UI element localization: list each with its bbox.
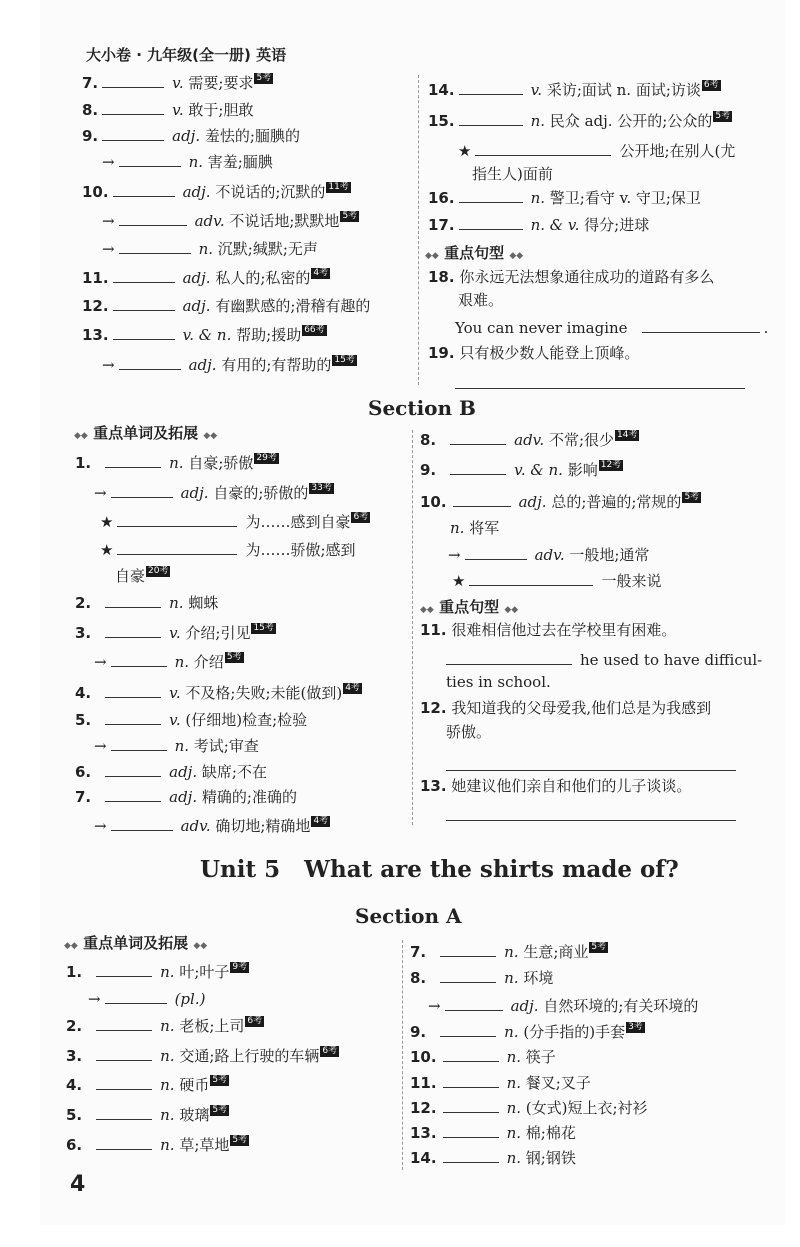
answer-line[interactable] xyxy=(446,820,736,821)
exam-count-badge: 15考 xyxy=(334,355,355,365)
answer-blank[interactable] xyxy=(105,683,161,698)
vocab-item: → n. 介绍 5考 xyxy=(94,652,242,671)
unit-title: Unit 5 What are the shirts made of? xyxy=(200,856,679,883)
sentence-english: You can never imagine . xyxy=(455,319,769,337)
answer-blank[interactable] xyxy=(440,1022,496,1037)
vocab-item: → n. 害羞;腼腆 xyxy=(102,153,273,171)
vocab-item: 1. n. 叶;叶子 9考 xyxy=(66,962,248,981)
answer-blank[interactable] xyxy=(119,211,187,226)
exam-count-badge: 4考 xyxy=(313,268,329,278)
answer-blank[interactable] xyxy=(443,1098,499,1113)
answer-blank[interactable] xyxy=(119,239,191,254)
sentence-item-continued: 艰难。 xyxy=(458,291,504,309)
arrow-icon: → xyxy=(94,653,107,671)
answer-blank[interactable] xyxy=(105,623,161,638)
answer-blank[interactable] xyxy=(459,215,523,230)
column-divider xyxy=(412,430,413,825)
answer-blank[interactable] xyxy=(450,430,506,445)
answer-blank[interactable] xyxy=(465,545,527,560)
answer-line[interactable] xyxy=(455,388,745,389)
vocab-item: 7. n. 生意;商业 5考 xyxy=(410,942,607,961)
vocab-item: 4. n. 硬币 5考 xyxy=(66,1075,228,1094)
page-number: 4 xyxy=(70,1172,86,1197)
arrow-icon: → xyxy=(94,817,107,835)
answer-blank[interactable] xyxy=(105,710,161,725)
key-words-heading: ◆◆ 重点单词及拓展 ◆◆ xyxy=(64,934,208,952)
answer-blank[interactable] xyxy=(443,1148,499,1163)
arrow-icon: → xyxy=(428,997,441,1015)
sentence-item: 13. 她建议他们亲自和他们的儿子谈谈。 xyxy=(420,777,692,795)
answer-blank[interactable] xyxy=(96,962,152,977)
section-a-title: Section A xyxy=(355,904,462,928)
answer-blank[interactable] xyxy=(111,652,167,667)
sentence-english: he used to have difficul- xyxy=(446,650,762,670)
vocab-item: 17. n. & v. 得分;进球 xyxy=(428,216,650,234)
exam-count-badge: 5考 xyxy=(684,492,700,502)
answer-blank[interactable] xyxy=(96,1105,152,1120)
answer-blank[interactable] xyxy=(443,1073,499,1088)
exam-count-badge: 5考 xyxy=(226,652,242,662)
answer-blank[interactable] xyxy=(459,188,523,203)
answer-blank[interactable] xyxy=(443,1123,499,1138)
vocab-item: → adj. 有用的;有帮助的 15考 xyxy=(102,355,355,374)
vocab-item: 16. n. 警卫;看守 v. 守卫;保卫 xyxy=(428,189,701,207)
vocab-item: 10. adj. 不说话的;沉默的 11考 xyxy=(82,182,349,201)
vocab-item: ★ 公开地;在别人(尤 xyxy=(458,142,736,160)
vocab-item: 13. v. & n. 帮助;援助 66考 xyxy=(82,325,325,344)
vocab-item: 3. n. 交通;路上行驶的车辆 6考 xyxy=(66,1046,338,1065)
vocab-item: 15. n. 民众 adj. 公开的;公众的 5考 xyxy=(428,111,731,130)
answer-blank[interactable] xyxy=(446,650,572,665)
sentence-english-continued: ties in school. xyxy=(446,673,551,691)
exam-count-badge: 15考 xyxy=(253,623,274,633)
arrow-icon: → xyxy=(448,546,461,564)
vocab-item: 10. adj. 总的;普遍的;常规的 5考 xyxy=(420,492,700,511)
answer-blank[interactable] xyxy=(453,492,511,507)
exam-count-badge: 14考 xyxy=(617,430,638,440)
section-b-title: Section B xyxy=(368,396,476,420)
arrow-icon: → xyxy=(102,153,115,171)
arrow-icon: → xyxy=(102,356,115,374)
answer-blank[interactable] xyxy=(96,1046,152,1061)
vocab-item: 8. adv. 不常;很少 14考 xyxy=(420,430,638,449)
vocab-item: 9. adj. 羞怯的;腼腆的 xyxy=(82,127,300,145)
vocab-item: 1. n. 自豪;骄傲 29考 xyxy=(75,453,277,472)
answer-blank[interactable] xyxy=(105,989,167,1004)
exam-count-badge: 6考 xyxy=(322,1046,338,1056)
answer-blank[interactable] xyxy=(102,126,164,141)
vocab-item: 10. n. 筷子 xyxy=(410,1048,556,1066)
vocab-item: 8. v. 敢于;胆敢 xyxy=(82,101,254,119)
page-header: 大小卷 · 九年级(全一册) 英语 xyxy=(86,46,287,64)
answer-blank[interactable] xyxy=(117,512,237,527)
star-icon: ★ xyxy=(458,142,472,160)
vocab-item: → adv. 确切地;精确地 4考 xyxy=(94,816,329,835)
answer-blank[interactable] xyxy=(105,593,161,608)
vocab-item: 14. n. 钢;钢铁 xyxy=(410,1149,576,1167)
vocab-item: 2. n. 老板;上司 6考 xyxy=(66,1016,263,1035)
exam-count-badge: 6考 xyxy=(247,1016,263,1026)
answer-blank[interactable] xyxy=(117,540,237,555)
vocab-item: → (pl.) xyxy=(88,990,206,1008)
exam-count-badge: 11考 xyxy=(328,182,349,192)
answer-blank[interactable] xyxy=(469,571,593,586)
exam-count-badge: 29考 xyxy=(256,453,277,463)
answer-blank[interactable] xyxy=(102,73,164,88)
exam-count-badge: 5考 xyxy=(232,1135,248,1145)
star-icon: ★ xyxy=(452,572,466,590)
arrow-icon: → xyxy=(88,990,101,1008)
vocab-item: → adj. 自然环境的;有关环境的 xyxy=(428,997,699,1015)
exam-count-badge: 5考 xyxy=(212,1075,228,1085)
vocab-item: 5. v. (仔细地)检查;检验 xyxy=(75,711,308,729)
answer-blank[interactable] xyxy=(450,460,506,475)
exam-count-badge: 6考 xyxy=(353,512,369,522)
vocab-item: ★ 一般来说 xyxy=(452,572,662,590)
column-divider xyxy=(402,940,403,1170)
exam-count-badge: 9考 xyxy=(232,962,248,972)
answer-blank[interactable] xyxy=(459,111,523,126)
answer-blank[interactable] xyxy=(111,816,173,831)
exam-count-badge: 66考 xyxy=(304,325,325,335)
vocab-item: 6. adj. 缺席;不在 xyxy=(75,763,267,781)
answer-blank[interactable] xyxy=(111,736,167,751)
vocab-item: 9. v. & n. 影响 12考 xyxy=(420,460,622,479)
arrow-icon: → xyxy=(102,212,115,230)
exam-count-badge: 4考 xyxy=(313,816,329,826)
vocab-item: 14. v. 采访;面试 n. 面试;访谈 6考 xyxy=(428,80,719,99)
vocab-item: 11. n. 餐叉;叉子 xyxy=(410,1074,591,1092)
answer-blank[interactable] xyxy=(105,453,161,468)
vocab-item: 13. n. 棉;棉花 xyxy=(410,1124,576,1142)
answer-blank[interactable] xyxy=(96,1135,152,1150)
sentence-item-continued: 骄傲。 xyxy=(446,723,492,741)
vocab-item: 7. v. 需要;要求 5考 xyxy=(82,73,272,92)
exam-count-badge: 4考 xyxy=(345,683,360,693)
answer-blank[interactable] xyxy=(443,1047,499,1062)
vocab-item: → n. 考试;审查 xyxy=(94,737,259,755)
answer-blank[interactable] xyxy=(119,355,181,370)
vocab-item: 2. n. 蜘蛛 xyxy=(75,594,219,612)
answer-blank[interactable] xyxy=(105,762,161,777)
exam-count-badge: 5考 xyxy=(715,111,731,121)
column-divider xyxy=(418,75,419,385)
exam-count-badge: 6考 xyxy=(703,80,719,90)
exam-count-badge: 5考 xyxy=(212,1105,228,1115)
answer-blank[interactable] xyxy=(96,1016,152,1031)
exam-count-badge: 33考 xyxy=(311,483,332,493)
vocab-item: 8. n. 环境 xyxy=(410,969,554,987)
answer-blank[interactable] xyxy=(445,996,503,1011)
vocab-item: 6. n. 草;草地 5考 xyxy=(66,1135,248,1154)
answer-blank[interactable] xyxy=(459,80,523,95)
answer-blank[interactable] xyxy=(113,182,175,197)
answer-blank[interactable] xyxy=(113,268,175,283)
answer-blank[interactable] xyxy=(113,325,175,340)
exam-count-badge: 5考 xyxy=(342,211,358,221)
vocab-item: 12. adj. 有幽默感的;滑稽有趣的 xyxy=(82,297,371,315)
answer-line[interactable] xyxy=(446,770,736,771)
key-words-heading: ◆◆ 重点单词及拓展 ◆◆ xyxy=(74,424,218,442)
vocab-item: 9. n. (分手指的)手套 3考 xyxy=(410,1022,643,1041)
arrow-icon: → xyxy=(102,240,115,258)
vocab-item: → n. 沉默;缄默;无声 xyxy=(102,240,318,258)
vocab-item-continued: 自豪 20考 xyxy=(115,566,169,585)
sentence-item: 12. 我知道我的父母爱我,他们总是为我感到 xyxy=(420,699,712,717)
key-sentences-heading: ◆◆ 重点句型 ◆◆ xyxy=(420,598,519,616)
answer-blank[interactable] xyxy=(119,152,181,167)
vocab-item: 5. n. 玻璃 5考 xyxy=(66,1105,228,1124)
exam-count-badge: 12考 xyxy=(600,460,622,470)
vocab-item: ★ 为……感到自豪 6考 xyxy=(100,512,369,531)
exam-count-badge: 3考 xyxy=(628,1022,643,1032)
star-icon: ★ xyxy=(100,541,114,559)
exam-count-badge: 5考 xyxy=(256,73,272,83)
arrow-icon: → xyxy=(94,484,107,502)
exam-count-badge: 20考 xyxy=(148,566,169,576)
exam-count-badge: 5考 xyxy=(591,942,607,952)
sentence-item: 18. 你永远无法想象通往成功的道路有多么 xyxy=(428,268,715,286)
vocab-item: → adj. 自豪的;骄傲的 33考 xyxy=(94,483,332,502)
key-sentences-heading: ◆◆ 重点句型 ◆◆ xyxy=(425,244,524,262)
answer-blank[interactable] xyxy=(96,1075,152,1090)
answer-blank[interactable] xyxy=(111,483,173,498)
sentence-item: 11. 很难相信他过去在学校里有困难。 xyxy=(420,621,677,639)
sentence-item: 19. 只有极少数人能登上顶峰。 xyxy=(428,344,640,362)
answer-blank[interactable] xyxy=(105,787,161,802)
vocab-item: ★ 为……骄傲;感到 xyxy=(100,541,356,559)
arrow-icon: → xyxy=(94,737,107,755)
vocab-item: → adv. 一般地;通常 xyxy=(448,546,650,564)
answer-blank[interactable] xyxy=(642,318,760,333)
answer-blank[interactable] xyxy=(102,100,164,115)
vocab-item: 11. adj. 私人的;私密的 4考 xyxy=(82,268,329,287)
answer-blank[interactable] xyxy=(475,141,611,156)
answer-blank[interactable] xyxy=(113,296,175,311)
vocab-item: 4. v. 不及格;失败;未能(做到) 4考 xyxy=(75,683,360,702)
vocab-item-continued: n. 将军 xyxy=(450,519,500,537)
vocab-item: 7. adj. 精确的;准确的 xyxy=(75,788,297,806)
answer-blank[interactable] xyxy=(440,942,496,957)
star-icon: ★ xyxy=(100,513,114,531)
vocab-item: → adv. 不说话地;默默地 5考 xyxy=(102,211,358,230)
vocab-item-continued: 指生人)面前 xyxy=(472,165,553,183)
answer-blank[interactable] xyxy=(440,968,496,983)
vocab-item: 12. n. (女式)短上衣;衬衫 xyxy=(410,1099,648,1117)
vocab-item: 3. v. 介绍;引见 15考 xyxy=(75,623,274,642)
